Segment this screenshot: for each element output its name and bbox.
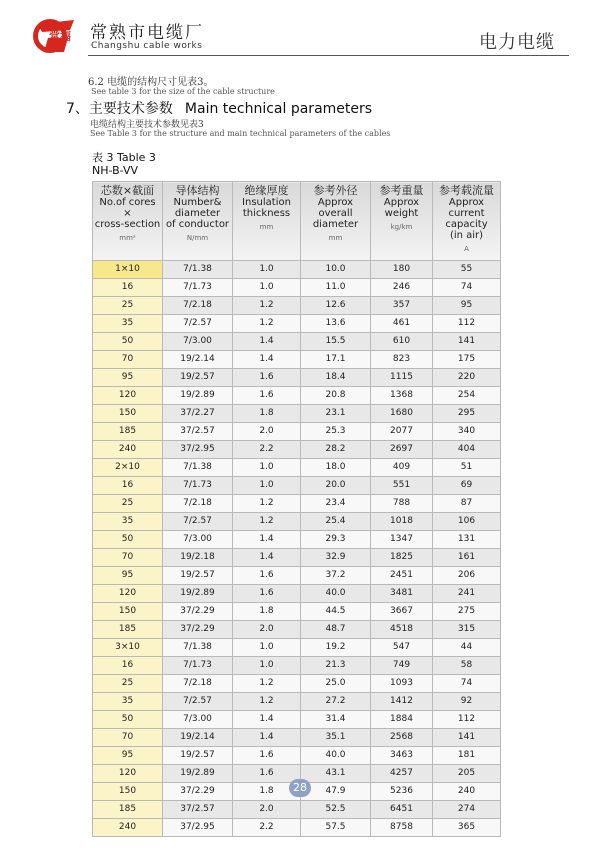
table-cell: 74 [433,675,501,693]
table-cell: 69 [433,477,501,495]
column-header-en: Approx [448,197,485,208]
table-cell: 16 [93,657,163,675]
table-cell: 206 [433,567,501,585]
table-cell: 120 [93,585,163,603]
table-cell: 3667 [371,603,433,621]
table-cell: 185 [93,621,163,639]
table-cell: 17.1 [301,351,371,369]
table-cell: 161 [433,549,501,567]
table-cell: 1.2 [233,693,301,711]
table-cell: 27.2 [301,693,371,711]
table-cell: 150 [93,603,163,621]
table-cell: 610 [371,333,433,351]
table-cell: 2077 [371,423,433,441]
column-header-cn: 参考载流量 [439,184,494,197]
company-name-cn: 常熟市电缆厂 [90,23,204,43]
table-cell: 1.2 [233,297,301,315]
table-row [93,297,501,315]
section-7-sub-en: See Table 3 for the structure and main technical parameters of the cables [90,129,391,138]
table-cell: 50 [93,711,163,729]
table-row [93,261,501,279]
table-cell: 1884 [371,711,433,729]
column-header-en: capacity [445,219,488,230]
table-cell: 1.6 [233,765,301,783]
logo-text: 常福 [49,30,71,43]
table-cell: 7/3.00 [163,333,233,351]
table-row [93,495,501,513]
table-cell: 120 [93,387,163,405]
table-cell: 1.8 [233,783,301,801]
column-header-en: Insulation [242,197,291,208]
table-cell: 185 [93,801,163,819]
column-header-en: Approx [383,197,420,208]
table-cell: 2.0 [233,621,301,639]
table-cell: 25.4 [301,513,371,531]
table-cell: 29.3 [301,531,371,549]
table-cell: 51 [433,459,501,477]
table-cell: 7/1.38 [163,639,233,657]
table-cell: 10.0 [301,261,371,279]
column-header-en: weight [384,208,419,219]
table-cell: 1.6 [233,369,301,387]
table-row [93,441,501,459]
column-header-unit: mm [259,223,274,231]
table-cell: 404 [433,441,501,459]
table-cell: 254 [433,387,501,405]
table-row [93,711,501,729]
table-cell: 32.9 [301,549,371,567]
table-row [93,387,501,405]
table-cell: 315 [433,621,501,639]
table-cell: 241 [433,585,501,603]
table-cell: 35.1 [301,729,371,747]
table-cell: 365 [433,819,501,837]
table-cell: 19/2.14 [163,351,233,369]
table-cell: 20.0 [301,477,371,495]
table-cell: 1825 [371,549,433,567]
table-cell: 823 [371,351,433,369]
table-cell: 2.0 [233,423,301,441]
table-row [93,333,501,351]
table-cell: 1.0 [233,477,301,495]
column-header-en: diameter [312,219,359,230]
section-6-2-text-en: See table 3 for the size of the cable structure [91,87,275,96]
table-cell: 43.1 [301,765,371,783]
table-cell: 220 [433,369,501,387]
table-cell: 2.2 [233,441,301,459]
table-cell: 25.0 [301,675,371,693]
table-cell: 3481 [371,585,433,603]
table-cell: 1.4 [233,351,301,369]
table-row [93,675,501,693]
table-row [93,747,501,765]
table-cell: 7/1.38 [163,459,233,477]
table-cell: 95 [93,567,163,585]
column-header-unit: mm² [119,234,136,242]
column-header-en: No.of cores [99,197,156,208]
table-cell: 95 [93,747,163,765]
table-cell: 37.2 [301,567,371,585]
table-row [93,477,501,495]
table-cell: 2697 [371,441,433,459]
table-cell: 37/2.95 [163,441,233,459]
table-cell: 19/2.89 [163,765,233,783]
table-cell: 180 [371,261,433,279]
table-row [93,513,501,531]
table-cell: 58 [433,657,501,675]
column-header-en: overall [318,208,353,219]
table-cell: 4518 [371,621,433,639]
page-header [0,0,599,60]
column-header-en: of conductor [165,219,230,230]
column-header-unit: N/mm [186,234,209,242]
table-cell: 1.6 [233,387,301,405]
table-cell: 5236 [371,783,433,801]
table-cell: 240 [93,441,163,459]
table-cell: 7/1.73 [163,477,233,495]
section-7-heading-cn: 7、主要技术参数 [66,101,173,117]
section-title: 电力电缆 [479,32,555,53]
table-row [93,657,501,675]
table-cell: 19/2.89 [163,585,233,603]
table-cell: 1.2 [233,675,301,693]
table-cell: 7/2.57 [163,315,233,333]
column-header-cn: 参考重量 [379,184,424,197]
table-cell: 2451 [371,567,433,585]
table-row [93,639,501,657]
table-cell: 7/3.00 [163,531,233,549]
table-cell: 15.5 [301,333,371,351]
table-cell: 1.0 [233,279,301,297]
table-caption: 表 3 Table 3 [92,151,156,164]
column-header [93,182,163,261]
table-cell: 141 [433,729,501,747]
table-cell: 120 [93,765,163,783]
column-header-en: Approx [317,197,354,208]
table-cell: 37/2.57 [163,801,233,819]
table-cell: 47.9 [301,783,371,801]
table-cell: 1.4 [233,729,301,747]
table-cell: 295 [433,405,501,423]
table-row [93,621,501,639]
table-cell: 150 [93,783,163,801]
header-divider [88,55,569,56]
table-row [93,279,501,297]
table-cell: 70 [93,549,163,567]
table-cell: 240 [433,783,501,801]
table-cell: 409 [371,459,433,477]
column-header-en: (in air) [449,230,484,241]
table-cell: 1.8 [233,603,301,621]
table-cell: 25 [93,495,163,513]
table-cell: 35 [93,513,163,531]
table-cell: 70 [93,351,163,369]
table-cell: 70 [93,729,163,747]
table-cell: 246 [371,279,433,297]
table-cell: 1368 [371,387,433,405]
table-cell: 16 [93,477,163,495]
table-cell: 25.3 [301,423,371,441]
section-7-heading [66,98,372,118]
table-cell: 4257 [371,765,433,783]
table-cell: 185 [93,423,163,441]
table-cell: 274 [433,801,501,819]
table-cell: 1.0 [233,459,301,477]
company-name-en: Changshu cable works [91,41,203,51]
column-header-en: diameter [174,208,221,219]
table-cell: 52.5 [301,801,371,819]
table-cell: 1018 [371,513,433,531]
table-cell: 16 [93,279,163,297]
table-cell: 2×10 [93,459,163,477]
table-body [93,261,501,837]
table-cell: 181 [433,747,501,765]
column-header [163,182,233,261]
table-row [93,405,501,423]
table-cell: 7/2.57 [163,513,233,531]
table-cell: 23.1 [301,405,371,423]
table-cell: 48.7 [301,621,371,639]
table-cell: 50 [93,333,163,351]
table-cell: 1.6 [233,567,301,585]
section-7-sub-cn: 电缆结构主要技术参数见表3 [90,120,204,130]
table-row [93,603,501,621]
table-cell: 21.3 [301,657,371,675]
table-cell: 74 [433,279,501,297]
table-cell: 7/3.00 [163,711,233,729]
table-cell: 37/2.29 [163,621,233,639]
table-cell: 37/2.27 [163,405,233,423]
table-row [93,459,501,477]
table-row [93,729,501,747]
column-header-en: current [448,208,485,219]
table-cell: 25 [93,675,163,693]
column-header-cn: 参考外径 [313,184,358,197]
table-cell: 1.4 [233,549,301,567]
table-cell: 106 [433,513,501,531]
table-cell: 19/2.18 [163,549,233,567]
table-cell: 1680 [371,405,433,423]
table-cell: 40.0 [301,747,371,765]
table-cell: 35 [93,315,163,333]
table-cell: 44.5 [301,603,371,621]
table-cell: 7/2.57 [163,693,233,711]
table-row [93,801,501,819]
column-header-unit: A [464,245,469,253]
table-cell: 37/2.95 [163,819,233,837]
table-cell: 11.0 [301,279,371,297]
column-header [301,182,371,261]
table-row [93,585,501,603]
table-cell: 3463 [371,747,433,765]
table-cell: 175 [433,351,501,369]
table-cell: 57.5 [301,819,371,837]
table-cell: 788 [371,495,433,513]
table-cell: 18.4 [301,369,371,387]
column-header-cn: 绝缘厚度 [244,184,289,197]
table-cell: 87 [433,495,501,513]
table-cell: 19.2 [301,639,371,657]
table-cell: 37/2.57 [163,423,233,441]
table-cell: 12.6 [301,297,371,315]
table-row [93,693,501,711]
table-cell: 461 [371,315,433,333]
table-cell: 141 [433,333,501,351]
section-7-heading-en: Main technical parameters [184,101,373,117]
table-row [93,369,501,387]
table-cell: 37/2.29 [163,783,233,801]
table-cell: 7/2.18 [163,297,233,315]
table-cell: 19/2.57 [163,747,233,765]
table-cell: 1.2 [233,513,301,531]
table-cell: 31.4 [301,711,371,729]
table-cell: 1.4 [233,333,301,351]
table-row [93,531,501,549]
table-cell: 95 [433,297,501,315]
table-cell: 50 [93,531,163,549]
table-cell: 3×10 [93,639,163,657]
column-header-en: cross-section [94,219,161,230]
column-header [233,182,301,261]
table-cell: 275 [433,603,501,621]
table-cell: 13.6 [301,315,371,333]
table-cell: 1.6 [233,585,301,603]
table-cell: 7/1.38 [163,261,233,279]
table-cell: 112 [433,315,501,333]
table-cell: 37/2.29 [163,603,233,621]
table-cell: 7/2.18 [163,495,233,513]
table-name: NH-B-VV [92,164,138,177]
table-cell: 1.0 [233,261,301,279]
table-cell: 2.2 [233,819,301,837]
table-cell: 547 [371,639,433,657]
company-logo-icon [30,16,80,56]
column-header-cn: 芯数×截面 [100,184,155,197]
table-cell: 112 [433,711,501,729]
table-row [93,315,501,333]
table-cell: 1.2 [233,495,301,513]
table-row [93,423,501,441]
column-header [433,182,501,261]
table-cell: 2568 [371,729,433,747]
column-header-unit: mm [328,234,343,242]
table-cell: 18.0 [301,459,371,477]
table-header [93,182,501,261]
table-cell: 6451 [371,801,433,819]
column-header-en: thickness [242,208,291,219]
table-cell: 19/2.57 [163,567,233,585]
table-cell: 551 [371,477,433,495]
table-row [93,549,501,567]
table-cell: 19/2.14 [163,729,233,747]
parameters-table [92,181,501,837]
table-cell: 20.8 [301,387,371,405]
table-cell: 7/1.73 [163,657,233,675]
table-cell: 1.8 [233,405,301,423]
table-cell: 1.2 [233,315,301,333]
section-6-2-text: 6.2 电缆的结构尺寸见表3。 [88,77,214,88]
table-cell: 7/1.73 [163,279,233,297]
table-cell: 1.4 [233,531,301,549]
table-cell: 28.2 [301,441,371,459]
table-cell: 1115 [371,369,433,387]
table-cell: 1.6 [233,747,301,765]
column-header-en: Number& [173,197,222,208]
table-cell: 240 [93,819,163,837]
table-cell: 40.0 [301,585,371,603]
page-number-badge: 28 [289,779,311,797]
table-cell: 340 [433,423,501,441]
table-cell: 95 [93,369,163,387]
table-cell: 131 [433,531,501,549]
table-cell: 150 [93,405,163,423]
table-cell: 55 [433,261,501,279]
table-cell: 92 [433,693,501,711]
table-cell: 25 [93,297,163,315]
table-cell: 19/2.57 [163,369,233,387]
table-cell: 35 [93,693,163,711]
table-cell: 2.0 [233,801,301,819]
table-cell: 44 [433,639,501,657]
table-cell: 357 [371,297,433,315]
table-cell: 1093 [371,675,433,693]
table-cell: 19/2.89 [163,387,233,405]
table-row [93,819,501,837]
column-header-unit: kg/km [390,223,413,231]
table-cell: 749 [371,657,433,675]
table-cell: 205 [433,765,501,783]
table-row [93,567,501,585]
table-cell: 23.4 [301,495,371,513]
table-row [93,351,501,369]
column-header-en: × [123,208,132,219]
table-cell: 1412 [371,693,433,711]
column-header-cn: 导体结构 [175,184,220,197]
table-cell: 7/2.18 [163,675,233,693]
table-cell: 1.0 [233,657,301,675]
table-cell: 1.4 [233,711,301,729]
table-cell: 1347 [371,531,433,549]
table-cell: 1×10 [93,261,163,279]
table-cell: 8758 [371,819,433,837]
table-cell: 1.0 [233,639,301,657]
column-header [371,182,433,261]
